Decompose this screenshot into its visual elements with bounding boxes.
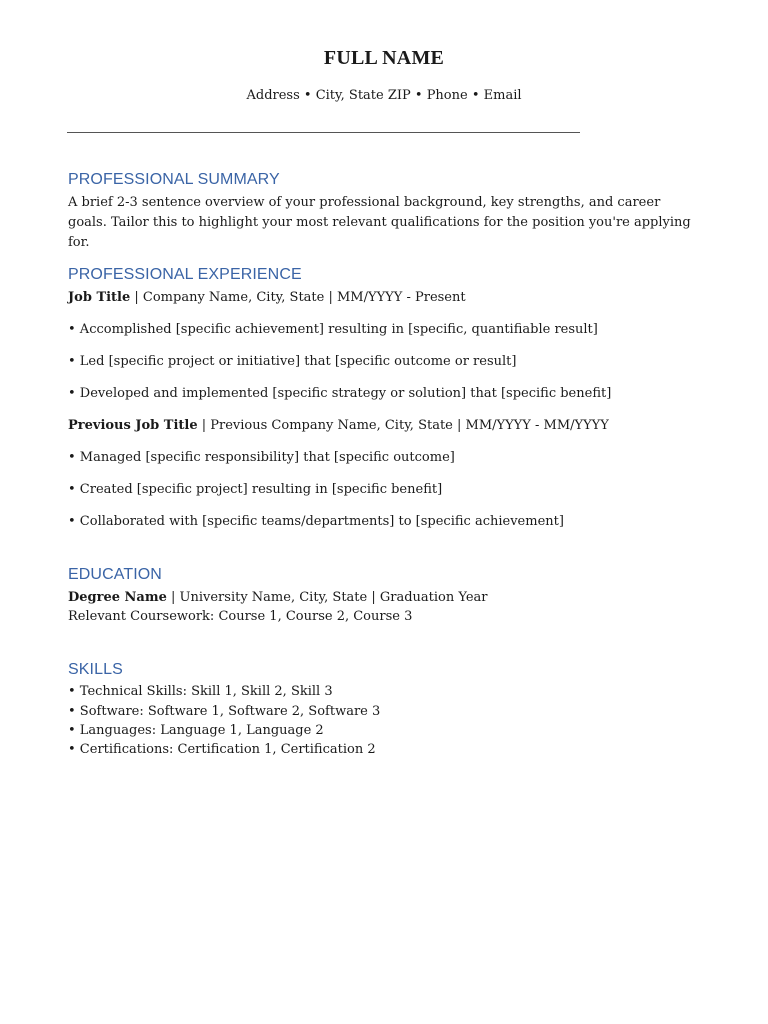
job-bullet: • Accomplished [specific achievement] resulting in [specific, quantifiable result] (68, 322, 598, 337)
job-bullet: • Developed and implemented [specific strategy or solution] that [specific benefit] (68, 386, 612, 401)
job-bullet: • Managed [specific responsibility] that [specific outcome] (68, 450, 455, 465)
job-header (68, 290, 466, 305)
degree-line (68, 590, 488, 605)
job-bullet: • Collaborated with [specific teams/departments] to [specific achievement] (68, 514, 564, 529)
job-header (68, 418, 609, 433)
skills-heading: SKILLS (68, 661, 123, 678)
job-title: Job Title (68, 290, 131, 305)
job-details: | Company Name, City, State | MM/YYYY - Present (130, 290, 466, 305)
job-details: | Previous Company Name, City, State | MM/YYYY - MM/YYYY (197, 418, 609, 433)
coursework-line: Relevant Coursework: Course 1, Course 2, Course 3 (68, 609, 413, 624)
degree-name: Degree Name (68, 590, 167, 605)
education-heading: EDUCATION (68, 566, 162, 583)
summary-text: A brief 2-3 sentence overview of your professional background, key strengths, and career goals. Tailor this to highlight your most relevant qualifications for the position you're applying for. (68, 195, 691, 250)
header-divider (67, 132, 580, 133)
summary-heading: PROFESSIONAL SUMMARY (68, 171, 280, 188)
contact-line: Address • City, State ZIP • Phone • Email (246, 88, 522, 103)
skill-item: • Languages: Language 1, Language 2 (68, 723, 324, 738)
skill-item: • Technical Skills: Skill 1, Skill 2, Skill 3 (68, 684, 333, 699)
job-bullet: • Created [specific project] resulting in [specific benefit] (68, 482, 443, 497)
job-title: Previous Job Title (68, 418, 198, 433)
experience-heading: PROFESSIONAL EXPERIENCE (68, 266, 302, 283)
degree-details: | University Name, City, State | Graduation Year (166, 590, 488, 605)
job-bullet: • Led [specific project or initiative] that [specific outcome or result] (68, 354, 517, 369)
skill-item: • Certifications: Certification 1, Certification 2 (68, 742, 376, 757)
skill-item: • Software: Software 1, Software 2, Software 3 (68, 704, 381, 719)
full-name-heading: FULL NAME (323, 47, 445, 69)
